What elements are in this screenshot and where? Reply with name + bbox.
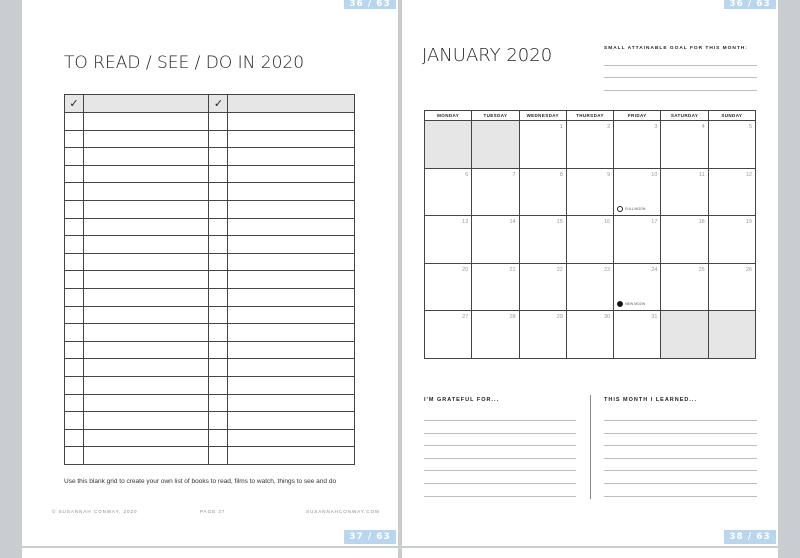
calendar-day: [472, 311, 519, 359]
full-moon-marker: [617, 206, 645, 212]
checkbox-cell: [65, 165, 84, 183]
checkbox-cell: [65, 218, 84, 236]
day-number: 22: [556, 266, 563, 273]
note-line: [604, 445, 757, 446]
checkbox-cell: [65, 148, 84, 166]
day-number: 16: [604, 219, 611, 226]
calendar-day: [661, 168, 708, 216]
item-cell: [83, 376, 209, 394]
item-cell: [83, 271, 209, 289]
day-number: 11: [698, 171, 705, 178]
page-badge-top: 36 / 63: [344, 0, 396, 9]
calendar-day: [566, 216, 613, 264]
checkbox-cell: [65, 376, 84, 394]
checkbox-cell: [209, 394, 228, 412]
item-cell: [228, 376, 355, 394]
checkbox-cell: [209, 429, 228, 447]
calendar-day: [708, 121, 755, 169]
calendar-day: [614, 121, 661, 169]
checklist-row: [65, 324, 355, 342]
checkbox-cell: [209, 412, 228, 430]
day-number: 8: [559, 171, 563, 178]
footer-copyright: © SUSANNAH CONWAY, 2020: [52, 509, 138, 514]
calendar-day: [472, 263, 519, 311]
item-cell: [228, 236, 355, 254]
checkbox-cell: [209, 218, 228, 236]
page-title: TO READ / SEE / DO IN 2020: [64, 53, 305, 73]
day-number: [472, 121, 518, 124]
item-cell: [83, 288, 209, 306]
calendar-week: [425, 168, 756, 216]
weekday-header: SUNDAY: [708, 111, 755, 121]
day-number: [425, 121, 471, 124]
item-cell: [83, 324, 209, 342]
goal-line: [604, 77, 757, 78]
weekday-header: TUESDAY: [472, 111, 519, 121]
item-cell: [228, 306, 355, 324]
note-line: [424, 458, 576, 459]
note-line: [424, 496, 576, 497]
calendar-day: [566, 311, 613, 359]
checkbox-cell: [65, 130, 84, 148]
day-number: 19: [745, 219, 752, 226]
page-badge-top: 36 / 63: [724, 0, 776, 9]
weekday-header: WEDNESDAY: [519, 111, 566, 121]
calendar-day: [708, 263, 755, 311]
item-cell: [228, 324, 355, 342]
day-number: 4: [701, 124, 705, 130]
note-line: [424, 433, 576, 434]
checklist-row: [65, 271, 355, 289]
day-number: 25: [698, 266, 705, 273]
item-cell: [83, 236, 209, 254]
right-page: [402, 0, 778, 546]
day-number: 30: [604, 314, 611, 321]
footer-website: SUSANNAHCONWAY.COM: [306, 509, 380, 514]
calendar-day: [566, 263, 613, 311]
checklist-row: [65, 306, 355, 324]
day-number: 15: [556, 219, 563, 226]
note-line: [424, 470, 576, 471]
day-number: 17: [651, 219, 658, 226]
item-cell: [228, 148, 355, 166]
moon-label: NEW MOON: [625, 302, 646, 307]
checklist-row: [65, 183, 355, 201]
day-number: 28: [509, 314, 516, 321]
checklist-row: [65, 429, 355, 447]
checklist-row: [65, 394, 355, 412]
calendar-day: [661, 263, 708, 311]
calendar-day: [425, 216, 472, 264]
checkbox-cell: [65, 341, 84, 359]
day-number: 31: [651, 314, 658, 321]
day-number: 3: [654, 124, 658, 130]
item-cell: [228, 165, 355, 183]
calendar-day: [425, 263, 472, 311]
day-number: 6: [465, 171, 469, 178]
weekday-header: SATURDAY: [661, 111, 708, 121]
new-moon-marker: [617, 301, 645, 307]
item-cell: [228, 113, 355, 131]
checklist-row: [65, 359, 355, 377]
checklist-table: [64, 94, 355, 465]
page-badge-bottom: 37 / 63: [344, 530, 396, 544]
checkbox-cell: [209, 341, 228, 359]
checkbox-cell: [65, 236, 84, 254]
item-cell: [83, 429, 209, 447]
day-number: 13: [462, 219, 469, 226]
day-number: 1: [559, 124, 563, 130]
item-cell: [83, 183, 209, 201]
left-page: [22, 0, 398, 546]
full-moon-icon: [617, 206, 623, 212]
day-number: 5: [748, 124, 752, 130]
checkbox-cell: [65, 200, 84, 218]
note-line: [604, 496, 757, 497]
calendar-day: [519, 168, 566, 216]
calendar-day: [614, 311, 661, 359]
item-cell: [228, 341, 355, 359]
checkbox-cell: [209, 306, 228, 324]
calendar-day: [519, 263, 566, 311]
checklist-row: [65, 447, 355, 465]
checkbox-cell: [209, 447, 228, 465]
checklist-row: [65, 165, 355, 183]
goal-label: SMALL ATTAINABLE GOAL FOR THIS MONTH:: [604, 46, 748, 51]
checklist-row: [65, 200, 355, 218]
checklist-row: [65, 376, 355, 394]
checklist-row: [65, 412, 355, 430]
calendar-day: [519, 121, 566, 169]
checkbox-cell: [65, 271, 84, 289]
next-page-left: [22, 548, 398, 558]
day-number: 10: [651, 171, 658, 178]
next-page-right: [402, 548, 778, 558]
item-cell: [83, 165, 209, 183]
checkbox-cell: [209, 236, 228, 254]
note-line: [604, 433, 757, 434]
calendar-day: [425, 168, 472, 216]
note-line: [424, 420, 576, 421]
day-number: 2: [607, 124, 611, 130]
item-cell: [228, 130, 355, 148]
checklist-row: [65, 148, 355, 166]
checkbox-cell: [65, 394, 84, 412]
checkbox-cell: [65, 412, 84, 430]
page-badge-bottom: 38 / 63: [724, 530, 776, 544]
checklist-row: [65, 253, 355, 271]
goal-line: [604, 65, 757, 66]
checklist-row: [65, 341, 355, 359]
calendar-week: [425, 216, 756, 264]
checklist-row: [65, 236, 355, 254]
checklist-header-row: [65, 95, 355, 113]
checkbox-cell: [65, 113, 84, 131]
note-line: [604, 458, 757, 459]
item-cell: [228, 412, 355, 430]
calendar-day: [661, 121, 708, 169]
checkbox-cell: [65, 306, 84, 324]
note-line: [604, 470, 757, 471]
day-number: 14: [509, 219, 516, 226]
day-number: [709, 311, 755, 314]
checkbox-cell: [209, 130, 228, 148]
checkbox-cell: [65, 447, 84, 465]
checkbox-cell: [209, 359, 228, 377]
calendar-day: [472, 216, 519, 264]
item-cell: [83, 200, 209, 218]
day-number: 23: [604, 266, 611, 273]
calendar-day: [661, 311, 708, 359]
item-cell: [228, 394, 355, 412]
checkbox-cell: [209, 271, 228, 289]
checkbox-cell: [65, 324, 84, 342]
day-number: 27: [462, 314, 469, 321]
item-cell: [83, 130, 209, 148]
checklist-row: [65, 130, 355, 148]
day-number: 29: [556, 314, 563, 321]
moon-label: FULL MOON: [625, 207, 646, 212]
day-number: 12: [745, 171, 752, 178]
calendar-week: [425, 263, 756, 311]
weekday-header: THURSDAY: [566, 111, 613, 121]
weekday-header: MONDAY: [425, 111, 472, 121]
item-cell: [83, 341, 209, 359]
checklist-row: [65, 113, 355, 131]
calendar-day: [708, 168, 755, 216]
checklist-row: [65, 288, 355, 306]
checkbox-cell: [65, 288, 84, 306]
item-cell: [228, 183, 355, 201]
section-divider: [590, 395, 591, 499]
calendar-day: [425, 121, 472, 169]
calendar-week: [425, 121, 756, 169]
item-cell: [83, 394, 209, 412]
checkbox-cell: [65, 253, 84, 271]
calendar-day: [661, 216, 708, 264]
checkbox-cell: [209, 165, 228, 183]
checkbox-cell: [209, 324, 228, 342]
day-number: 26: [745, 266, 752, 273]
calendar-day: [614, 168, 661, 216]
check-icon: ✓: [209, 95, 228, 113]
calendar-week: [425, 311, 756, 359]
item-cell: [83, 218, 209, 236]
item-cell: [228, 200, 355, 218]
checkbox-cell: [65, 183, 84, 201]
item-cell: [83, 359, 209, 377]
item-cell: [83, 447, 209, 465]
calendar-day: [614, 216, 661, 264]
item-cell: [228, 271, 355, 289]
month-calendar: [424, 110, 756, 359]
checkbox-cell: [209, 148, 228, 166]
item-cell: [228, 429, 355, 447]
checkbox-cell: [65, 429, 84, 447]
footer-page-number: PAGE 37: [200, 509, 226, 514]
calendar-day: [708, 216, 755, 264]
month-title: JANUARY 2020: [422, 45, 553, 66]
item-cell: [228, 218, 355, 236]
grateful-label: I'M GRATEFUL FOR...: [424, 397, 500, 403]
item-cell: [83, 148, 209, 166]
item-cell: [228, 253, 355, 271]
day-number: 20: [462, 266, 469, 273]
day-number: 24: [651, 266, 658, 273]
item-cell: [228, 95, 355, 113]
item-cell: [83, 253, 209, 271]
item-cell: [228, 288, 355, 306]
note-line: [604, 420, 757, 421]
item-cell: [83, 113, 209, 131]
checkbox-cell: [65, 359, 84, 377]
checkbox-cell: [209, 200, 228, 218]
calendar-day: [519, 311, 566, 359]
calendar-day: [566, 121, 613, 169]
learned-label: THIS MONTH I LEARNED...: [604, 397, 697, 403]
calendar-day: [472, 168, 519, 216]
note-line: [604, 483, 757, 484]
calendar-day: [708, 311, 755, 359]
checkbox-cell: [209, 288, 228, 306]
note-line: [424, 445, 576, 446]
item-cell: [228, 447, 355, 465]
grid-caption: Use this blank grid to create your own list of books to read, films to watch, things to see and do: [64, 478, 337, 485]
day-number: 18: [698, 219, 705, 226]
checklist-row: [65, 218, 355, 236]
calendar-day: [566, 168, 613, 216]
day-number: [661, 311, 707, 314]
checkbox-cell: [209, 113, 228, 131]
calendar-day: [519, 216, 566, 264]
item-cell: [83, 412, 209, 430]
item-cell: [83, 95, 209, 113]
calendar-day: [472, 121, 519, 169]
calendar-day: [614, 263, 661, 311]
note-line: [424, 483, 576, 484]
day-number: 7: [512, 171, 516, 178]
goal-line: [604, 90, 757, 91]
check-icon: ✓: [65, 95, 84, 113]
calendar-day: [425, 311, 472, 359]
weekday-header: FRIDAY: [614, 111, 661, 121]
day-number: 21: [509, 266, 516, 273]
checkbox-cell: [209, 183, 228, 201]
checkbox-cell: [209, 376, 228, 394]
day-number: 9: [607, 171, 611, 178]
new-moon-icon: [617, 301, 623, 307]
item-cell: [228, 359, 355, 377]
item-cell: [83, 306, 209, 324]
checkbox-cell: [209, 253, 228, 271]
